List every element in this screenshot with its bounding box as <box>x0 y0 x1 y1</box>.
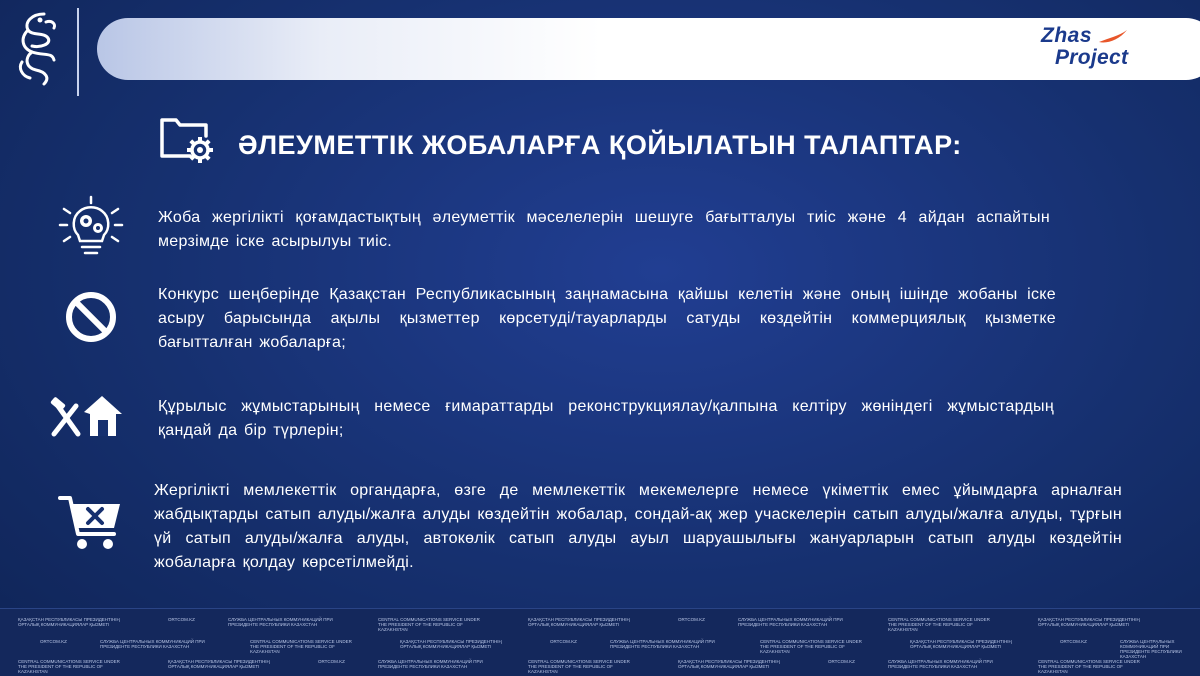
requirement-text-2: Конкурс шеңберінде Қазақстан Республикасының заңнамасына қайшы келетін және оның ішінде жобаны іске асыру барысында ақылы қызметтер көрсетуді/тауарларды сатуды көздейтін коммерциялық қызметке бағытталған жобаларға; <box>158 286 1056 351</box>
footer-label: CENTRAL COMMUNICATIONS SERVICE UNDER THE PRESIDENT OF THE REPUBLIC OF KAZAKHSTAN <box>888 617 990 632</box>
emblem-logo <box>14 8 62 88</box>
footer-label: СЛУЖБА ЦЕНТРАЛЬНЫХ КОММУНИКАЦИЙ ПРИ ПРЕЗИДЕНТЕ РЕСПУБЛИКИ КАЗАХСТАН <box>378 659 483 669</box>
lightbulb-gears-icon <box>56 195 126 261</box>
footer-label: CENTRAL COMMUNICATIONS SERVICE UNDER THE PRESIDENT OF THE REPUBLIC OF KAZAKHSTAN <box>528 659 630 674</box>
footer-label: CENTRAL COMMUNICATIONS SERVICE UNDER THE PRESIDENT OF THE REPUBLIC OF KAZAKHSTAN <box>18 659 120 674</box>
house-tools-icon <box>50 390 126 440</box>
footer-band <box>0 608 1200 676</box>
header-divider <box>77 8 79 96</box>
footer-label: СЛУЖБА ЦЕНТРАЛЬНЫХ КОММУНИКАЦИЙ ПРИ ПРЕЗИДЕНТЕ РЕСПУБЛИКИ КАЗАХСТАН <box>610 639 715 649</box>
footer-label: ORTCOM.KZ <box>550 639 577 644</box>
requirement-text-1: Жоба жергілікті қоғамдастықтың әлеуметтік мәселелерін шешуге бағытталуы тиіс және 4 айдан аспайтын мерзімде іске асырылуы тиіс. <box>158 209 1050 250</box>
prohibited-icon <box>64 290 118 344</box>
footer-label: СЛУЖБА ЦЕНТРАЛЬНЫХ КОММУНИКАЦИЙ ПРИ ПРЕЗИДЕНТЕ РЕСПУБЛИКИ КАЗАХСТАН <box>888 659 993 669</box>
footer-label: CENTRAL COMMUNICATIONS SERVICE UNDER THE PRESIDENT OF THE REPUBLIC OF KAZAKHSTAN <box>760 639 862 654</box>
footer-label: СЛУЖБА ЦЕНТРАЛЬНЫХ КОММУНИКАЦИЙ ПРИ ПРЕЗИДЕНТЕ РЕСПУБЛИКИ КАЗАХСТАН <box>1120 639 1182 659</box>
footer-label: ORTCOM.KZ <box>168 617 195 622</box>
footer-label: СЛУЖБА ЦЕНТРАЛЬНЫХ КОММУНИКАЦИЙ ПРИ ПРЕЗИДЕНТЕ РЕСПУБЛИКИ КАЗАХСТАН <box>738 617 843 627</box>
footer-label: ORTCOM.KZ <box>40 639 67 644</box>
footer-label: ҚАЗАҚСТАН РЕСПУБЛИКАСЫ ПРЕЗИДЕНТІНІҢ ОРТАЛЫҚ КОММУНИКАЦИЯЛАР ҚЫЗМЕТІ <box>400 639 502 649</box>
brand-logo <box>1035 24 1155 74</box>
footer-label: ҚАЗАҚСТАН РЕСПУБЛИКАСЫ ПРЕЗИДЕНТІНІҢ ОРТАЛЫҚ КОММУНИКАЦИЯЛАР ҚЫЗМЕТІ <box>678 659 780 669</box>
footer-label: ҚАЗАҚСТАН РЕСПУБЛИКАСЫ ПРЕЗИДЕНТІНІҢ ОРТАЛЫҚ КОММУНИКАЦИЯЛАР ҚЫЗМЕТІ <box>18 617 120 627</box>
footer-label: ORTCOM.KZ <box>318 659 345 664</box>
footer-label: ҚАЗАҚСТАН РЕСПУБЛИКАСЫ ПРЕЗИДЕНТІНІҢ ОРТАЛЫҚ КОММУНИКАЦИЯЛАР ҚЫЗМЕТІ <box>910 639 1012 649</box>
footer-label: СЛУЖБА ЦЕНТРАЛЬНЫХ КОММУНИКАЦИЙ ПРИ ПРЕЗИДЕНТЕ РЕСПУБЛИКИ КАЗАХСТАН <box>100 639 205 649</box>
footer-label: ҚАЗАҚСТАН РЕСПУБЛИКАСЫ ПРЕЗИДЕНТІНІҢ ОРТАЛЫҚ КОММУНИКАЦИЯЛАР ҚЫЗМЕТІ <box>528 617 630 627</box>
requirement-text-4: Жергілікті мемлекеттік органдарға, өзге де мемлекеттік мекемелерге немесе үкіметтік емес ұйымдарға арналған жабдықтарды сатып алуды/жалға алуды көздейтін жобалар, сондай-ақ жер учаскелерін сатып алуды/жалға алуды, тұрғын үй сатып алуды/жалға алуды, автокөлік сатып алуды ауыл шаруашылығы жануарларын сатып алуды көздейтін жобаларға қолдау көрсетілмейді. <box>154 482 1122 571</box>
cart-x-icon <box>58 494 122 552</box>
footer-label: ҚАЗАҚСТАН РЕСПУБЛИКАСЫ ПРЕЗИДЕНТІНІҢ ОРТАЛЫҚ КОММУНИКАЦИЯЛАР ҚЫЗМЕТІ <box>168 659 270 669</box>
footer-label: CENTRAL COMMUNICATIONS SERVICE UNDER THE PRESIDENT OF THE REPUBLIC OF KAZAKHSTAN <box>1038 659 1140 674</box>
footer-label: CENTRAL COMMUNICATIONS SERVICE UNDER THE PRESIDENT OF THE REPUBLIC OF KAZAKHSTAN <box>250 639 352 654</box>
brand-swoosh-icon <box>1097 28 1129 46</box>
footer-label: ORTCOM.KZ <box>678 617 705 622</box>
brand-line1: Zhas <box>1041 24 1093 47</box>
brand-line2: Project <box>1055 46 1129 69</box>
folder-gear-icon <box>158 112 214 164</box>
footer-label: CENTRAL COMMUNICATIONS SERVICE UNDER THE PRESIDENT OF THE REPUBLIC OF KAZAKHSTAN <box>378 617 480 632</box>
requirement-text-3: Құрылыс жұмыстарының немесе ғимараттарды реконструкциялау/қалпына келтіру жөніндегі жұмыстардың қандай да бір түрлерін; <box>158 398 1054 439</box>
footer-label: СЛУЖБА ЦЕНТРАЛЬНЫХ КОММУНИКАЦИЙ ПРИ ПРЕЗИДЕНТЕ РЕСПУБЛИКИ КАЗАХСТАН <box>228 617 333 627</box>
footer-label: ORTCOM.KZ <box>828 659 855 664</box>
footer-label: ҚАЗАҚСТАН РЕСПУБЛИКАСЫ ПРЕЗИДЕНТІНІҢ ОРТАЛЫҚ КОММУНИКАЦИЯЛАР ҚЫЗМЕТІ <box>1038 617 1140 627</box>
footer-label: ORTCOM.KZ <box>1060 639 1087 644</box>
page-title: ӘЛЕУМЕТТІК ЖОБАЛАРҒА ҚОЙЫЛАТЫН ТАЛАПТАР: <box>238 130 962 160</box>
